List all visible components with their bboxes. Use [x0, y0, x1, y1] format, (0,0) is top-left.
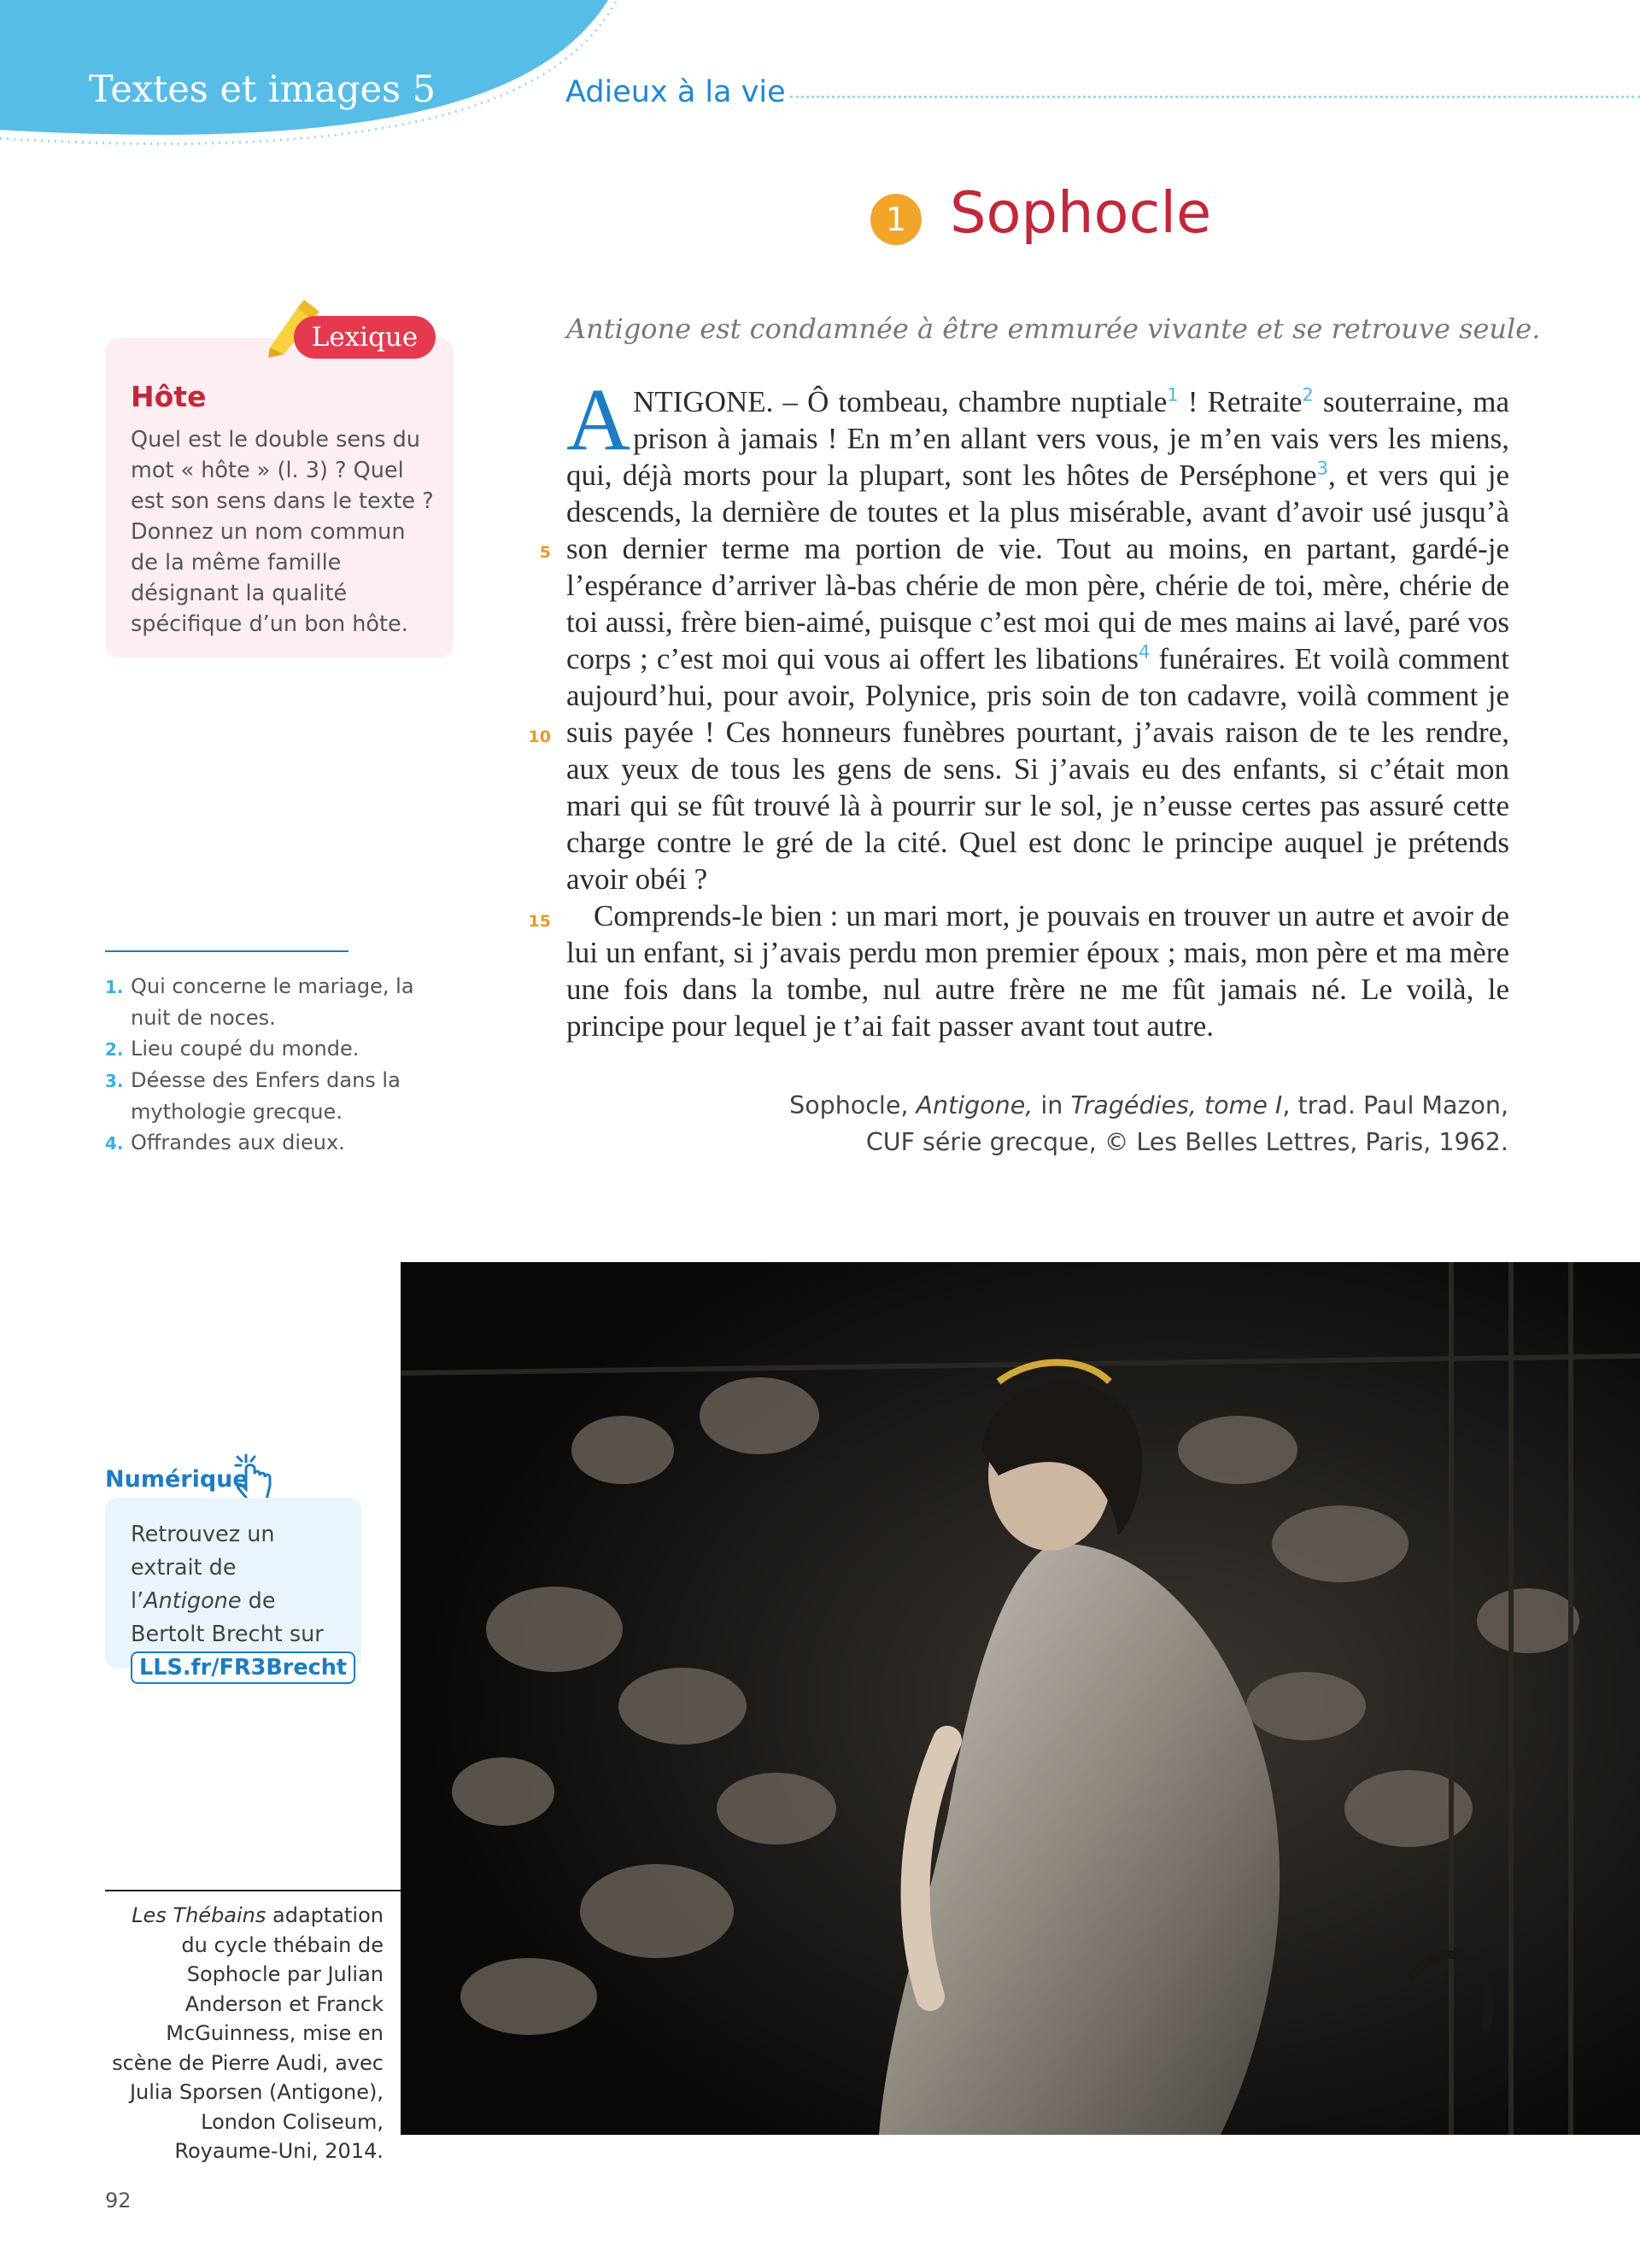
stage-photo	[401, 1262, 1640, 2135]
photo-caption: Les Thébains adaptation du cycle thébain de Sophocle par Julian Anderson et Franck McGuinness, mise en scène de Pierre Audi, avec Julia Sporsen (Antigone), London Coliseum, Royaume-Uni, 2014.	[112, 1903, 384, 2163]
lexique-word: Hôte	[131, 380, 207, 413]
source-citation: Sophocle, Antigone, in Tragédies, tome I, trad. Paul Mazon, CUF série grecque, © Les Belles Lettres, Paris, 1962.	[789, 1091, 1508, 1156]
paragraph-1: ANTIGONE. – Ô tombeau, chambre nuptiale$^1$ ! Retraite$^2$ souterraine, ma prison à jamais ! En m’en allant vers vous, je m’en vais vers les miens, qui, déjà morts pour la plupart, sont les hôtes de Perséphone$^3$, et vers qui je descends, la dernière de toutes et la plus misérable, avant d’avoir usé jusqu’à son dernier terme ma portion de vie. Tout au moins, en partant, gardé-je l’espérance d’arriver là-bas chérie de mon père, chérie de toi, mère, chérie de toi aussi, frère bien-aimé, puisque c’est moi qui de mes mains ai lavé, paré vos corps ; c’est moi qui vous ai offert les libations$^4$ funéraires. Et voilà comment aujourd’hui, pour avoir, Polynice, pris soin de ton cadavre, voilà comment je suis payée ! Ces honneurs funèbres pourtant, j’avais raison de te les rendre, aux yeux de tous les gens de sens. Si j’avais eu des enfants, si c’était mon mari qui se fût trouvé là à pourrir sur le sol, je n’eusse certes pas assuré cette charge contre le gré de la cité. Quel est donc le principe auquel je prétends avoir obéi ?	[566, 371, 1509, 896]
footnotes-list	[105, 971, 455, 1159]
line-number: 5	[539, 543, 551, 562]
footnote-ref: 4	[1139, 641, 1151, 663]
page-number: 92	[105, 2189, 132, 2212]
paragraph-2: Comprends-le bien : un mari mort, je pouvais en trouver un autre et avoir de lui un enfant, si j’avais perdu mon premier époux ; mais, mon père et ma mère une fois dans la tombe, nul autre frère ne me fût jamais né. Le voilà, le principe pour lequel je t’ai fait passer avant tout autre.	[566, 899, 1509, 1043]
footnote-item: 3. Déesse des Enfers dans la mythologie grecque.	[105, 1068, 401, 1124]
intro-text: Antigone est condamnée à être emmurée vivante et se retrouve seule.	[566, 313, 1541, 345]
section-title: Adieux à la vie	[565, 75, 786, 109]
numerique-label: Numérique	[105, 1466, 249, 1493]
caption-rule	[105, 1890, 401, 1891]
footnote-ref: 2	[1302, 384, 1314, 406]
footnote-item: 2. Lieu coupé du monde.	[105, 1037, 360, 1061]
footnote-ref: 1	[1167, 384, 1179, 406]
line-number: 10	[528, 728, 551, 746]
drop-cap: A	[566, 371, 631, 469]
footnotes-rule	[105, 950, 348, 952]
lexique-tab: Lexique	[294, 316, 436, 359]
footnote-item: 4. Offrandes aux dieux.	[105, 1131, 345, 1154]
line-number: 15	[528, 912, 551, 931]
header-dotted-rule	[790, 96, 1640, 98]
footnote-item: 1. Qui concerne le mariage, la nuit de noces.	[105, 974, 414, 1030]
footnote-ref: 3	[1316, 458, 1328, 479]
document-title: Sophocle	[950, 179, 1212, 246]
series-title: Textes et images 5	[89, 68, 436, 111]
brecht-link[interactable]: LLS.fr/FR3Brecht	[131, 1651, 355, 1684]
lexique-question: Quel est le double sens du mot « hôte » (l. 3) ? Quel est son sens dans le texte ? Donnez un nom commun de la même famille désignant la qualité spécifique d’un bon hôte.	[131, 427, 434, 637]
numerique-text: Retrouvez un extrait de l’Antigone de Bertolt Brecht sur LLS.fr/FR3Brecht	[131, 1518, 353, 1685]
document-number-badge: 1	[870, 194, 922, 245]
main-text	[566, 371, 1509, 1044]
